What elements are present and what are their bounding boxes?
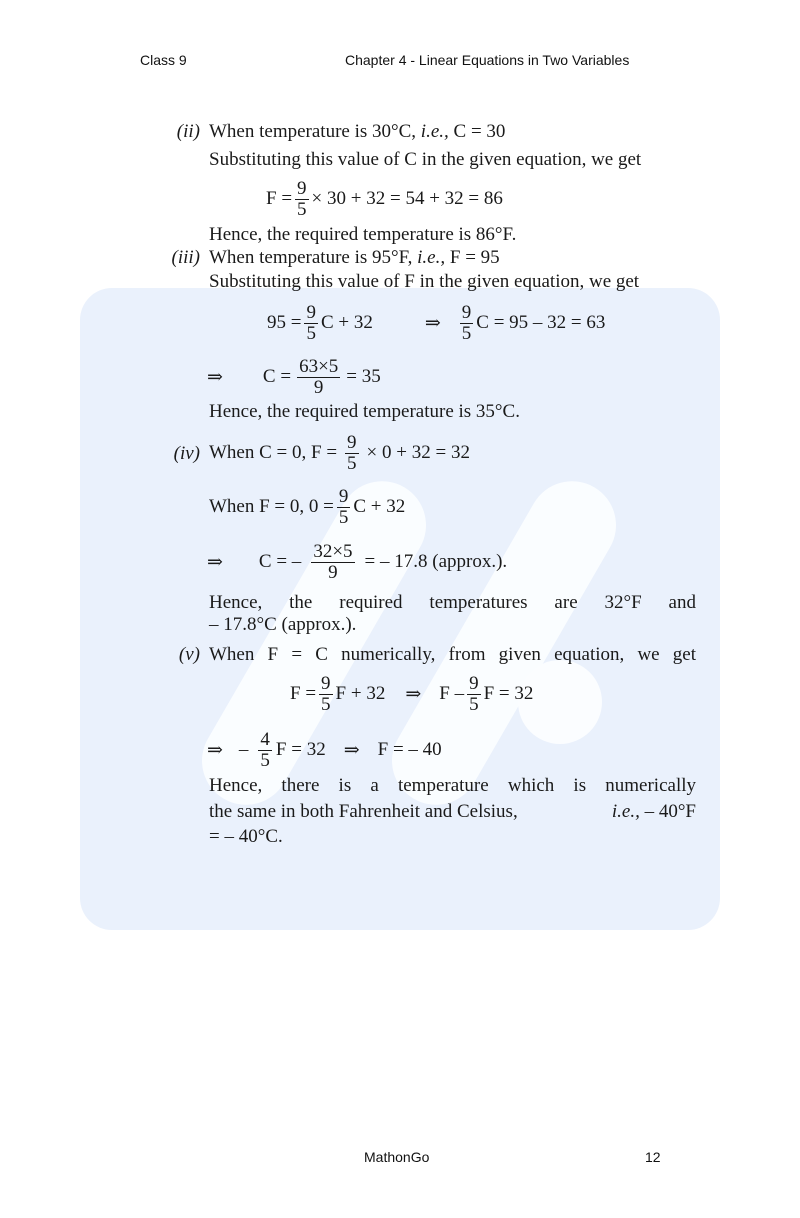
denominator: 5 bbox=[347, 452, 357, 474]
part-ii-statement-text: When temperature is 30°C, bbox=[209, 121, 417, 142]
part-iii-statement-tail: F = 95 bbox=[449, 247, 500, 268]
part-ii-statement-tail: C = 30 bbox=[453, 121, 506, 142]
fraction-9-5 bbox=[337, 487, 351, 528]
part-label-iii: (iii) bbox=[171, 247, 200, 268]
part-iii-conclusion: Hence, the required temperature is 35°C. bbox=[209, 401, 520, 422]
part-label-v: (v) bbox=[178, 644, 200, 665]
part-iv-equation-2 bbox=[209, 484, 405, 530]
footer-brand: MathonGo bbox=[364, 1149, 430, 1165]
eq-lhs: F = bbox=[266, 188, 293, 209]
fraction-63x5-9 bbox=[297, 357, 340, 398]
implies-arrow-icon: ⇒ bbox=[207, 739, 223, 761]
chapter-title: Chapter 4 - Linear Equations in Two Variables bbox=[345, 52, 630, 68]
eq-lhs: F – bbox=[439, 683, 465, 704]
numerator: 9 bbox=[469, 672, 479, 694]
numerator: 9 bbox=[338, 485, 349, 507]
part-ii-equation bbox=[266, 176, 503, 222]
denominator: 9 bbox=[313, 376, 324, 398]
implies-arrow-icon: ⇒ bbox=[207, 551, 223, 573]
page-number: 12 bbox=[645, 1149, 661, 1165]
part-ii-conclusion: Hence, the required temperature is 86°F. bbox=[209, 224, 517, 245]
implies-arrow-icon: ⇒ bbox=[424, 312, 441, 334]
numerator: 32×5 bbox=[313, 540, 353, 562]
implies-arrow-icon: ⇒ bbox=[405, 683, 422, 705]
part-iv-conclusion-line-2: – 17.8°C (approx.). bbox=[209, 614, 357, 635]
conclusion-text: the same in both Fahrenheit and Celsius, bbox=[209, 801, 518, 822]
part-iv-equation-1 bbox=[209, 430, 470, 476]
numerator: 9 bbox=[347, 431, 357, 453]
eq-rhs: × 30 + 32 = 54 + 32 = 86 bbox=[311, 188, 503, 209]
implies-arrow-icon: ⇒ bbox=[343, 739, 360, 761]
part-iii-statement bbox=[209, 247, 500, 269]
ie-abbrev: i.e., bbox=[417, 247, 446, 268]
numerator: 9 bbox=[461, 301, 472, 323]
eq-rhs: C + 32 bbox=[353, 496, 406, 517]
denominator: 5 bbox=[321, 693, 331, 715]
part-ii-substitution-text: Substituting this value of C in the given equation, we get bbox=[209, 149, 642, 170]
numerator: 63×5 bbox=[299, 355, 339, 377]
denominator: 5 bbox=[469, 693, 479, 715]
part-iv-conclusion-line-1: Hence, the required temperatures are 32°F and bbox=[209, 592, 696, 613]
eq-lhs: C = bbox=[262, 366, 292, 387]
eq-lhs: C = – bbox=[258, 551, 302, 572]
eq-rhs: = 35 bbox=[346, 366, 381, 387]
eq-rhs: F = 32 bbox=[483, 683, 534, 704]
part-label-iv: (iv) bbox=[173, 443, 200, 464]
part-iv-equation-3 bbox=[207, 539, 507, 585]
fraction-9-5 bbox=[460, 303, 474, 344]
part-iii-equation-1 bbox=[267, 300, 605, 346]
eq-rhs: = – 17.8 (approx.). bbox=[364, 551, 508, 572]
ie-abbrev: i.e., bbox=[611, 801, 640, 822]
denominator: 5 bbox=[306, 322, 316, 344]
fraction-9-5 bbox=[345, 433, 359, 474]
eq-lhs: When F = 0, 0 = bbox=[209, 496, 334, 517]
fraction-4-5 bbox=[258, 730, 272, 771]
part-iii-substitution-text: Substituting this value of F in the given equation, we get bbox=[209, 271, 640, 292]
eq-lhs: 95 = bbox=[267, 312, 302, 333]
denominator: 5 bbox=[260, 749, 270, 771]
numerator: 9 bbox=[321, 672, 331, 694]
part-iii-equation-2 bbox=[207, 354, 381, 400]
denominator: 5 bbox=[461, 322, 472, 344]
eq-mid: F = 32 bbox=[275, 739, 326, 760]
part-iii-statement-text: When temperature is 95°F, bbox=[209, 247, 413, 268]
denominator: 5 bbox=[297, 198, 307, 220]
fraction-9-5 bbox=[295, 179, 309, 220]
numerator: 9 bbox=[306, 301, 316, 323]
denominator: 9 bbox=[328, 561, 338, 583]
eq-rhs: C = 95 – 32 = 63 bbox=[476, 312, 606, 333]
part-v-conclusion-line-1: Hence, there is a temperature which is numerically bbox=[209, 775, 696, 796]
eq-rhs: F = – 40 bbox=[377, 739, 442, 760]
implies-arrow-icon: ⇒ bbox=[207, 366, 223, 388]
denominator: 5 bbox=[338, 506, 349, 528]
minus-sign: – bbox=[238, 739, 249, 760]
eq-mid: F + 32 bbox=[335, 683, 386, 704]
part-ii-statement bbox=[209, 121, 505, 143]
part-v-conclusion-line-3: = – 40°C. bbox=[209, 826, 283, 847]
fraction-32x5-9 bbox=[311, 542, 354, 583]
class-label: Class 9 bbox=[140, 52, 187, 68]
eq-rhs: × 0 + 32 = 32 bbox=[366, 442, 470, 463]
part-v-statement: When F = C numerically, from given equation, we get bbox=[209, 644, 696, 665]
ie-abbrev: i.e., bbox=[420, 121, 449, 142]
numerator: 9 bbox=[297, 177, 307, 199]
fraction-9-5 bbox=[467, 674, 481, 715]
numerator: 4 bbox=[260, 728, 270, 750]
part-v-equation-2 bbox=[207, 727, 442, 773]
fraction-9-5 bbox=[319, 674, 333, 715]
conclusion-value: – 40°F bbox=[644, 801, 696, 822]
eq-rhs: C + 32 bbox=[320, 312, 373, 333]
part-v-conclusion-line-2 bbox=[209, 801, 696, 823]
fraction-9-5 bbox=[304, 303, 318, 344]
part-v-equation-1 bbox=[290, 671, 533, 717]
part-label-ii: (ii) bbox=[176, 121, 200, 142]
eq-lhs: When C = 0, F = bbox=[209, 442, 338, 463]
eq-lhs: F = bbox=[290, 683, 317, 704]
